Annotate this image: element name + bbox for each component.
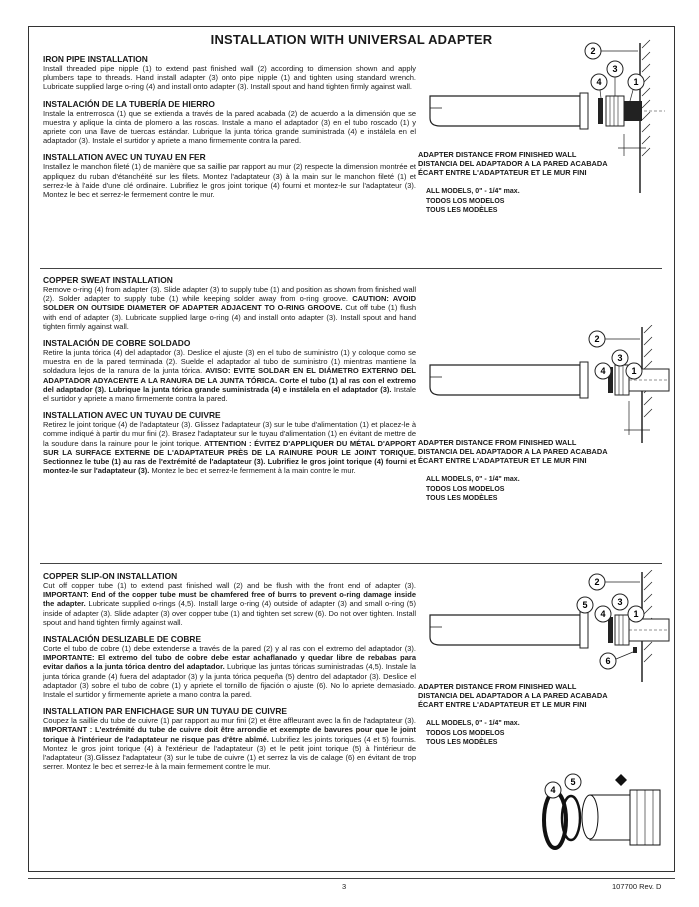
heading-copper-sweat-en: COPPER SWEAT INSTALLATION	[43, 275, 173, 285]
text-copper-sweat-en: Remove o-ring (4) from adapter (3). Slide adapter (3) to supply tube (1) and position as shown from finished wall (2). Solder adapter to supply tube (1) while keeping solder away from o-ring groove. CAUTION: AVOID SOLDER ON OUTSIDE DIAMETER OF ADAPTER ADJACENT TO O-RING GROOVE. Cut off tube (1) flush with end of adapter (3). Lubricate supplied large o-ring (4) and install onto adapter (3). Install spout and hand tighten firmly against wall.	[43, 285, 416, 331]
text-copper-sweat-fr: Retirez le joint torique (4) de l'adaptateur (3). Glissez l'adaptateur (3) sur le tube d'alimentation (1) et placez-le à comme indiqué à partir du mur fini (2). Brasez l'adaptateur sur le tuyau d'alimentation (1) en évitant de mettre de la soudure dans la rainure pour le joint torique. ATTENTION : ÉVITEZ D'APPLIQUER DU MÉTAL D'APPORT SUR LA SURFACE EXTERNE DE L'ADAPTATEUR PRÈS DE LA RAINURE POUR LE JOINT TORIQUE. Sectionnez le tube (1) au ras de l'extrémité de l'adaptateur (3). Lubrifiez le gros joint torique (4) fourni et montez-le sur l'adaptateur (3). Montez le bec et serrez-le fermement à la main contre le mur.	[43, 420, 416, 476]
heading-copper-sweat-es: INSTALACIÓN DE COBRE SOLDADO	[43, 338, 191, 349]
page-title: INSTALLATION WITH UNIVERSAL ADAPTER	[210, 32, 493, 47]
callout-2: 2	[590, 46, 596, 56]
o-ring-detail-diagram	[535, 760, 670, 860]
caption-adapter-distance-2: ADAPTER DISTANCE FROM FINISHED WALL DISTANCIA DEL ADAPTADOR A LA PARED ACABADA ÉCART ENTRE L'ADAPTATEUR ET LE MUR FINI	[418, 438, 608, 466]
callout-4: 4	[550, 785, 556, 795]
heading-copper-slip-es: INSTALACIÓN DESLIZABLE DE COBRE	[43, 634, 202, 645]
callout-4: 4	[600, 609, 606, 619]
caption-adapter-distance-1: ADAPTER DISTANCE FROM FINISHED WALL DISTANCIA DEL ADAPTADOR A LA PARED ACABADA ÉCART ENTRE L'ADAPTATEUR ET LE MUR FINI	[418, 150, 608, 178]
callout-5: 5	[582, 600, 588, 610]
caption-models-2: ALL MODELS, 0" - 1/4" max. TODOS LOS MODELOS TOUS LES MODÈLES	[426, 476, 520, 502]
heading-iron-pipe-en: IRON PIPE INSTALLATION	[43, 54, 148, 64]
text-iron-pipe-en: Install threaded pipe nipple (1) to extend past finished wall (2) according to dimension shown and apply plumbers tape to threads. Hand install adapter (3) onto pipe nipple (1) and tighten using standard wrench. Lubricate supplied large o-ring (4) and install onto adapter (3). Install spout and hand tighten firmly against wall.	[43, 64, 416, 92]
caption-adapter-distance-3: ADAPTER DISTANCE FROM FINISHED WALL DISTANCIA DEL ADAPTADOR A LA PARED ACABADA ÉCART ENTRE L'ADAPTATEUR ET LE MUR FINI	[418, 682, 608, 710]
callout-6: 6	[605, 656, 611, 666]
callout-1: 1	[633, 77, 639, 87]
callout-5: 5	[570, 777, 576, 787]
copper-slip-on-diagram	[420, 570, 670, 685]
callout-4: 4	[596, 77, 602, 87]
text-copper-slip-es: Corte el tubo de cobre (1) debe extenderse a través de la pared (2) y al ras con el extremo del adaptador (3). IMPORTANTE: El extremo del tubo de cobre debe estar achaflanado y quedar libre de rebabas para evitar daños a la junta tórica dentro del adaptador. Lubrique las juntas tóricas suministradas (4,5). Instale la junta tórica grande (4) fuera del adaptador (3) y la junta tórica pequeña (5) dentro del adaptador (3). Deslice el adaptador (3) sobre el tubo de cobre (1) y apriete el tornillo de fijación o ajuste (6). No lo apriete demasiado. Instale el surtidor y firmemente apriete a mano contra la pared.	[43, 644, 416, 700]
copper-sweat-diagram	[420, 325, 670, 445]
document-revision: 107700 Rev. D	[612, 882, 662, 891]
caption-models-1: ALL MODELS, 0" - 1/4" max. TODOS LOS MODELOS TOUS LES MODÈLES	[426, 188, 520, 214]
footer-rule	[28, 878, 675, 879]
heading-copper-sweat-fr: INSTALLATION AVEC UN TUYAU DE CUIVRE	[43, 410, 221, 421]
section-divider	[40, 563, 662, 564]
section-iron-pipe	[43, 55, 416, 207]
text-copper-slip-fr: Coupez la saillie du tube de cuivre (1) par rapport au mur fini (2) et être affleurant avec la fin de l'adaptateur (3). IMPORTANT : L'extrémité du tube de cuivre doit être arrondie et exempte de bavures pour que le joint torique à l'intérieur de l'adaptateur ne risque pas d'être abîmé. Lubrifiez les joints toriques (4 et 5) fournis. Montez le gros joint torique (4) à l'extérieur de l'adaptateur (3) et le petit joint torique (5) à l'intérieur de l'adaptateur (3).Glissez l'adaptateur (3) sur le tube de cuivre (1) et serrez la vis de calage (6) en évitant de trop serrer. Montez le bec et serrez-le à la main fermement contre le mur.	[43, 716, 416, 772]
section-copper-sweat	[43, 276, 416, 483]
callout-3: 3	[617, 353, 623, 363]
heading-copper-slip-fr: INSTALLATION PAR ENFICHAGE SUR UN TUYAU DE CUIVRE	[43, 706, 287, 717]
callout-1: 1	[631, 366, 637, 376]
callout-2: 2	[594, 334, 600, 344]
callout-4: 4	[600, 366, 606, 376]
text-copper-sweat-es: Retire la junta tórica (4) del adaptador (3). Deslice el ajuste (3) en el tubo de suministro (1) y coloque como se muestra en de la pared terminada (2). Suelde el adaptador al tubo de suministro (1) mientras mantiene la soldadura lejos de la ranura de la junta tórica. AVISO: EVITE SOLDAR EN EL DIÁMETRO EXTERNO DEL ADAPTADOR ADYACENTE A LA RANURA DE LA JUNTA TÓRICA. Corte el tubo (1) al ras con el extremo del adaptador (3). Lubrique la junta tórica grande suministrada (4) e instálela en el adaptador (3). Instale el surtidor y apriete a mano firmemente contra la pared.	[43, 348, 416, 404]
caption-models-3: ALL MODELS, 0" - 1/4" max. TODOS LOS MODELOS TOUS LES MODÈLES	[426, 720, 520, 746]
section-divider	[40, 268, 662, 269]
text-iron-pipe-es: Instale la entrerrosca (1) que se extienda a través de la pared acabada (2) de acuerdo a la dimensión que se muestra y aplique la cinta de plomero a las roscas. Instale a mano el adaptador (3) en el tubo roscado (1) y apriete con una llave de tuercas estándar. Lubrique la junta tórica grande suministrada (4) e instálela en el adaptador (3). Instale el surtidor y apriete a mano firmemente contra la pared.	[43, 108, 416, 146]
callout-3: 3	[617, 597, 623, 607]
text-copper-slip-en: Cut off copper tube (1) to extend past finished wall (2) and be flush with the front end of adapter (3). IMPORTANT: End of the copper tube must be chamfered free of burrs to prevent o-ring damage inside the adapter. Lubricate supplied o-rings (4,5). Install large o-ring (4) outside of adapter (3) and small o-ring (5) inside of adapter (3). Slide adapter (3) over copper tube (1) and tighten set screw (6). Do not over tighten. Install spout and hand tighten firmly against wall.	[43, 581, 416, 627]
callout-3: 3	[612, 64, 618, 74]
callout-2: 2	[594, 577, 600, 587]
section-copper-slip-on	[43, 572, 416, 779]
callout-1: 1	[633, 609, 639, 619]
heading-iron-pipe-fr: INSTALLATION AVEC UN TUYAU EN FER	[43, 152, 206, 163]
text-iron-pipe-fr: Installez le manchon fileté (1) de manière que sa saillie par rapport au mur (2) respecte la dimension montrée et appliquez du ruban d'étanchéité sur les filets. Montez l'adaptateur (3) à la main sur le manchon fileté (1) et serrez-le à l'aide d'une clé ordinaire. Lubrifiez le gros joint torique (4) fourni et montez-le sur l'adaptateur (3). Montez le bec et serrez-le fermement contre le mur.	[43, 162, 416, 200]
heading-iron-pipe-es: INSTALACIÓN DE LA TUBERÍA DE HIERRO	[43, 98, 215, 109]
page-number: 3	[342, 882, 347, 891]
heading-copper-slip-en: COPPER SLIP-ON INSTALLATION	[43, 571, 178, 581]
